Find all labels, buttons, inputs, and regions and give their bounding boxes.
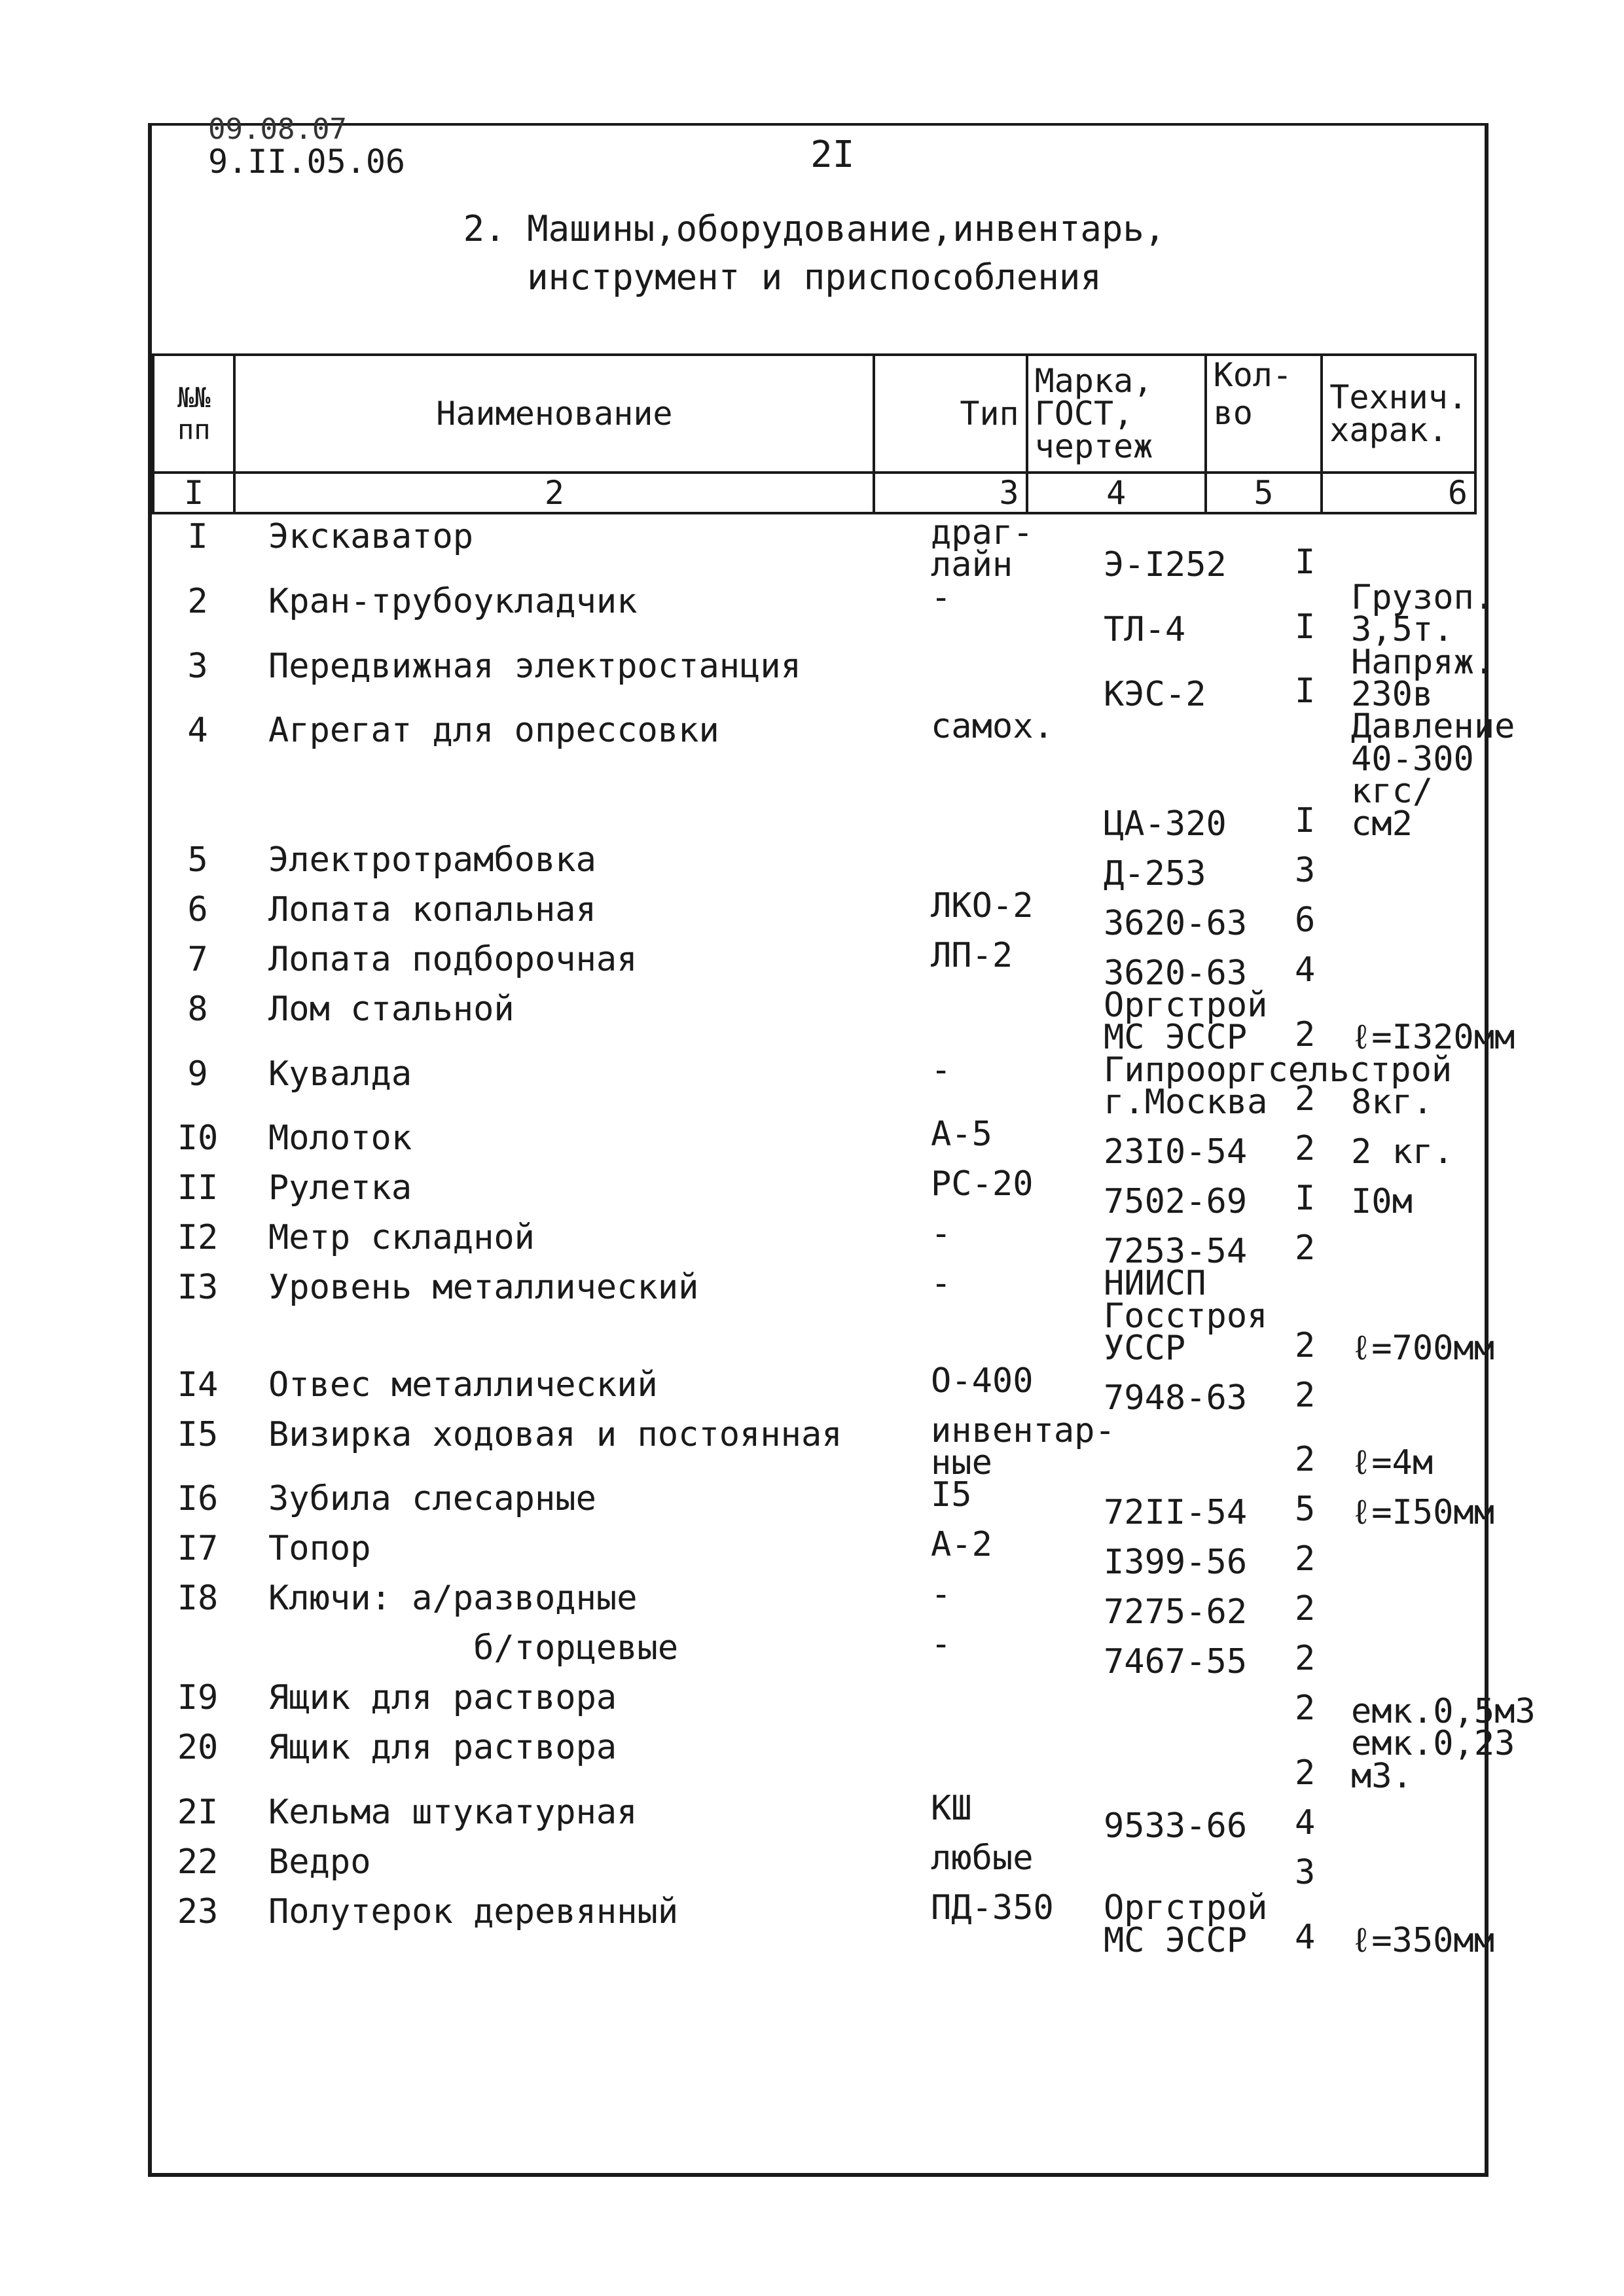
document-code: 9.II.05.06 [208, 143, 406, 181]
row-tech: Давление 40-300 кгс/см2 [1351, 707, 1515, 844]
row-quantity: 2 [1295, 1375, 1316, 1415]
row-mark: 23I0-54 [1104, 1132, 1248, 1172]
row-mark: 7253-54 [1104, 1232, 1248, 1272]
row-number: 9 [187, 1054, 208, 1094]
table-row [152, 1115, 1477, 1172]
section-title-line1: 2. Машины,оборудование,инвентарь, [463, 208, 1166, 249]
row-mark: I399-56 [1104, 1543, 1248, 1583]
row-mark: Оргстрой МС ЭССР [1104, 985, 1268, 1058]
row-number: 20 [177, 1728, 219, 1768]
table-row [152, 577, 1495, 650]
row-name: Кувалда [268, 1054, 412, 1094]
row-number: I6 [177, 1479, 219, 1519]
table-row [152, 1724, 1515, 1796]
row-mark: Д-253 [1104, 853, 1206, 893]
row-name: Молоток [268, 1119, 412, 1158]
row-quantity: 2 [1295, 1639, 1316, 1679]
row-type: КШ [931, 1789, 972, 1829]
row-number: I [187, 517, 208, 556]
row-mark: Оргстрой МС ЭССР [1104, 1888, 1268, 1960]
equipment-table-header [152, 353, 1477, 514]
equipment-table-body [152, 513, 1536, 1960]
row-number: I3 [177, 1268, 219, 1308]
row-quantity: 2 [1295, 1689, 1316, 1729]
row-number: 4 [187, 711, 208, 751]
column-header-type: Тип [874, 355, 1026, 473]
table-row [152, 1839, 1477, 1893]
row-tech: ℓ=I50мм [1351, 1493, 1495, 1533]
row-type: - [931, 1264, 952, 1304]
column-index: 5 [1206, 473, 1322, 513]
row-number: I7 [177, 1529, 219, 1569]
row-mark: 9533-66 [1104, 1806, 1248, 1846]
column-header-tech: Технич. харак. [1322, 355, 1475, 473]
row-tech: I0м [1351, 1182, 1413, 1222]
row-quantity: 4 [1295, 1917, 1316, 1957]
row-quantity: 2 [1295, 1325, 1316, 1365]
row-name: Топор [268, 1529, 371, 1569]
row-number: I0 [177, 1119, 219, 1158]
row-number: I9 [177, 1678, 219, 1718]
row-number: 22 [177, 1842, 219, 1882]
row-quantity: 3 [1295, 850, 1316, 890]
document-code-top: 09.08.07 [208, 113, 347, 146]
table-row [152, 840, 1477, 893]
column-index: 2 [234, 473, 874, 513]
row-quantity: 4 [1295, 950, 1316, 990]
column-header-name: Наименование [234, 355, 874, 473]
table-row [152, 985, 1515, 1058]
table-row [152, 1888, 1495, 1960]
row-tech: 2 кг. [1351, 1132, 1454, 1172]
row-tech: ℓ=700мм [1351, 1329, 1495, 1369]
row-name: Уровень металлический [268, 1268, 699, 1308]
column-index: 6 [1322, 473, 1475, 513]
row-quantity: 2 [1295, 1539, 1316, 1579]
row-quantity: I [1295, 607, 1316, 647]
table-row [152, 1410, 1477, 1483]
row-name: Кран-трубоукладчик [268, 581, 638, 621]
row-tech: ℓ=350мм [1351, 1920, 1495, 1960]
row-number: 7 [187, 939, 208, 979]
row-tech: емк.0,5м3 [1351, 1692, 1536, 1732]
row-type: I5 [931, 1475, 972, 1515]
row-quantity: 4 [1295, 1803, 1316, 1843]
row-name: Ящик для раствора [268, 1678, 617, 1718]
row-quantity: 2 [1295, 1440, 1316, 1480]
row-name: Экскаватор [268, 517, 474, 556]
table-row [152, 513, 1477, 585]
column-index: 3 [874, 473, 1026, 513]
row-name: Отвес металлический [268, 1365, 658, 1405]
row-number: II [177, 1168, 219, 1208]
row-mark: 3620-63 [1104, 903, 1248, 943]
row-number: I8 [177, 1579, 219, 1619]
table-row [152, 1164, 1477, 1222]
row-type: А-5 [931, 1115, 992, 1155]
table-row [152, 886, 1477, 943]
row-quantity: 2 [1295, 1014, 1316, 1054]
row-number: 2I [177, 1793, 219, 1833]
row-name: Кельма штукатурная [268, 1793, 638, 1833]
row-name: Полутерок деревянный [268, 1892, 679, 1932]
table-row [152, 935, 1477, 993]
row-number: I5 [177, 1414, 219, 1454]
row-mark: ЦА-320 [1104, 804, 1227, 844]
row-mark: Э-I252 [1104, 545, 1227, 585]
row-tech: емк.0,23 м3. [1351, 1724, 1515, 1796]
row-quantity: 6 [1295, 900, 1316, 940]
row-mark: НИИСП Госстроя УССР [1104, 1264, 1268, 1369]
table-row [152, 1525, 1477, 1583]
row-name: Визирка ходовая и постоянная [268, 1414, 842, 1454]
row-name: Лом стальной [268, 989, 514, 1029]
row-mark: 7502-69 [1104, 1182, 1248, 1222]
row-type: ЛП-2 [931, 935, 1013, 975]
row-type: - [931, 1575, 952, 1615]
row-type: инвентар- ные [931, 1410, 1115, 1483]
row-mark: 7467-55 [1104, 1642, 1248, 1682]
row-mark: КЭС-2 [1104, 674, 1206, 714]
row-name: Агрегат для опрессовки [268, 711, 719, 751]
column-index: 4 [1027, 473, 1206, 513]
row-quantity: 2 [1295, 1229, 1316, 1268]
row-tech: 8кг. [1351, 1083, 1434, 1122]
row-mark: ТЛ-4 [1104, 610, 1186, 650]
row-name: Лопата копальная [268, 889, 596, 929]
row-type: ЛКО-2 [931, 886, 1034, 925]
row-type: ПД-350 [931, 1888, 1054, 1928]
row-quantity: 2 [1295, 1079, 1316, 1119]
column-header-number: №№ пп [153, 355, 234, 473]
row-quantity: I [1295, 672, 1316, 711]
row-mark: 3620-63 [1104, 953, 1248, 993]
column-index: I [153, 473, 234, 513]
row-quantity: I [1295, 800, 1316, 840]
row-name: Электротрамбовка [268, 840, 596, 880]
row-name: Передвижная электростанция [268, 646, 801, 686]
row-type: РС-20 [931, 1164, 1034, 1204]
row-mark: 7948-63 [1104, 1378, 1248, 1418]
table-row [152, 1050, 1477, 1122]
table-row [152, 707, 1515, 844]
row-type: О-400 [931, 1361, 1034, 1401]
row-number: I2 [177, 1218, 219, 1258]
row-quantity: 5 [1295, 1490, 1316, 1530]
page-number: 2I [810, 134, 855, 176]
table-row [152, 1475, 1495, 1533]
row-name: Ведро [268, 1842, 371, 1882]
row-type: драг- лайн [931, 513, 1034, 585]
table-row [152, 1361, 1477, 1418]
section-title-line2: инструмент и приспособления [527, 257, 1102, 298]
row-quantity: 2 [1295, 1589, 1316, 1629]
row-name: Ключи: а/разводные [268, 1579, 638, 1619]
column-header-quantity: Кол- во [1206, 355, 1322, 473]
row-number: 6 [187, 889, 208, 929]
row-quantity: 2 [1295, 1753, 1316, 1793]
row-quantity: 3 [1295, 1853, 1316, 1893]
row-number: 3 [187, 646, 208, 686]
column-header-mark: Марка, ГОСТ, чертеж [1027, 355, 1206, 473]
row-quantity: I [1295, 542, 1316, 582]
row-number: 8 [187, 989, 208, 1029]
row-name: Лопата подборочная [268, 939, 638, 979]
row-type: - [931, 1624, 952, 1664]
row-name: Ящик для раствора [268, 1728, 617, 1768]
table-row [152, 1264, 1495, 1369]
row-name: б/торцевые [268, 1628, 679, 1668]
row-number: 2 [187, 581, 208, 621]
row-type: самох. [931, 707, 1054, 747]
row-tech: Напряж. 230в [1351, 642, 1495, 714]
table-row [152, 1789, 1477, 1846]
row-tech: ℓ=I320мм [1351, 1018, 1515, 1058]
row-tech: Грузоп. 3,5т. [1351, 577, 1495, 650]
row-name: Рулетка [268, 1168, 412, 1208]
row-mark: 72II-54 [1104, 1493, 1248, 1533]
row-type: - [931, 1214, 952, 1254]
row-mark: 7275-62 [1104, 1592, 1248, 1632]
table-row [152, 1678, 1536, 1732]
row-quantity: 2 [1295, 1129, 1316, 1169]
table-row [152, 1575, 1477, 1632]
table-row [152, 1214, 1477, 1272]
row-type: - [931, 1050, 952, 1090]
row-number: I4 [177, 1365, 219, 1405]
row-number: 5 [187, 840, 208, 880]
row-type: - [931, 577, 952, 617]
row-name: Метр складной [268, 1218, 535, 1258]
row-mark: Гипрооргсельстрой г.Москва [1104, 1050, 1453, 1122]
row-tech: ℓ=4м [1351, 1443, 1434, 1483]
row-type: А-2 [931, 1525, 992, 1565]
table-row [152, 642, 1495, 714]
row-number: 23 [177, 1892, 219, 1932]
row-quantity: I [1295, 1179, 1316, 1219]
row-name: Зубила слесарные [268, 1479, 596, 1519]
table-row [152, 1624, 1477, 1682]
row-type: любые [931, 1839, 1034, 1878]
